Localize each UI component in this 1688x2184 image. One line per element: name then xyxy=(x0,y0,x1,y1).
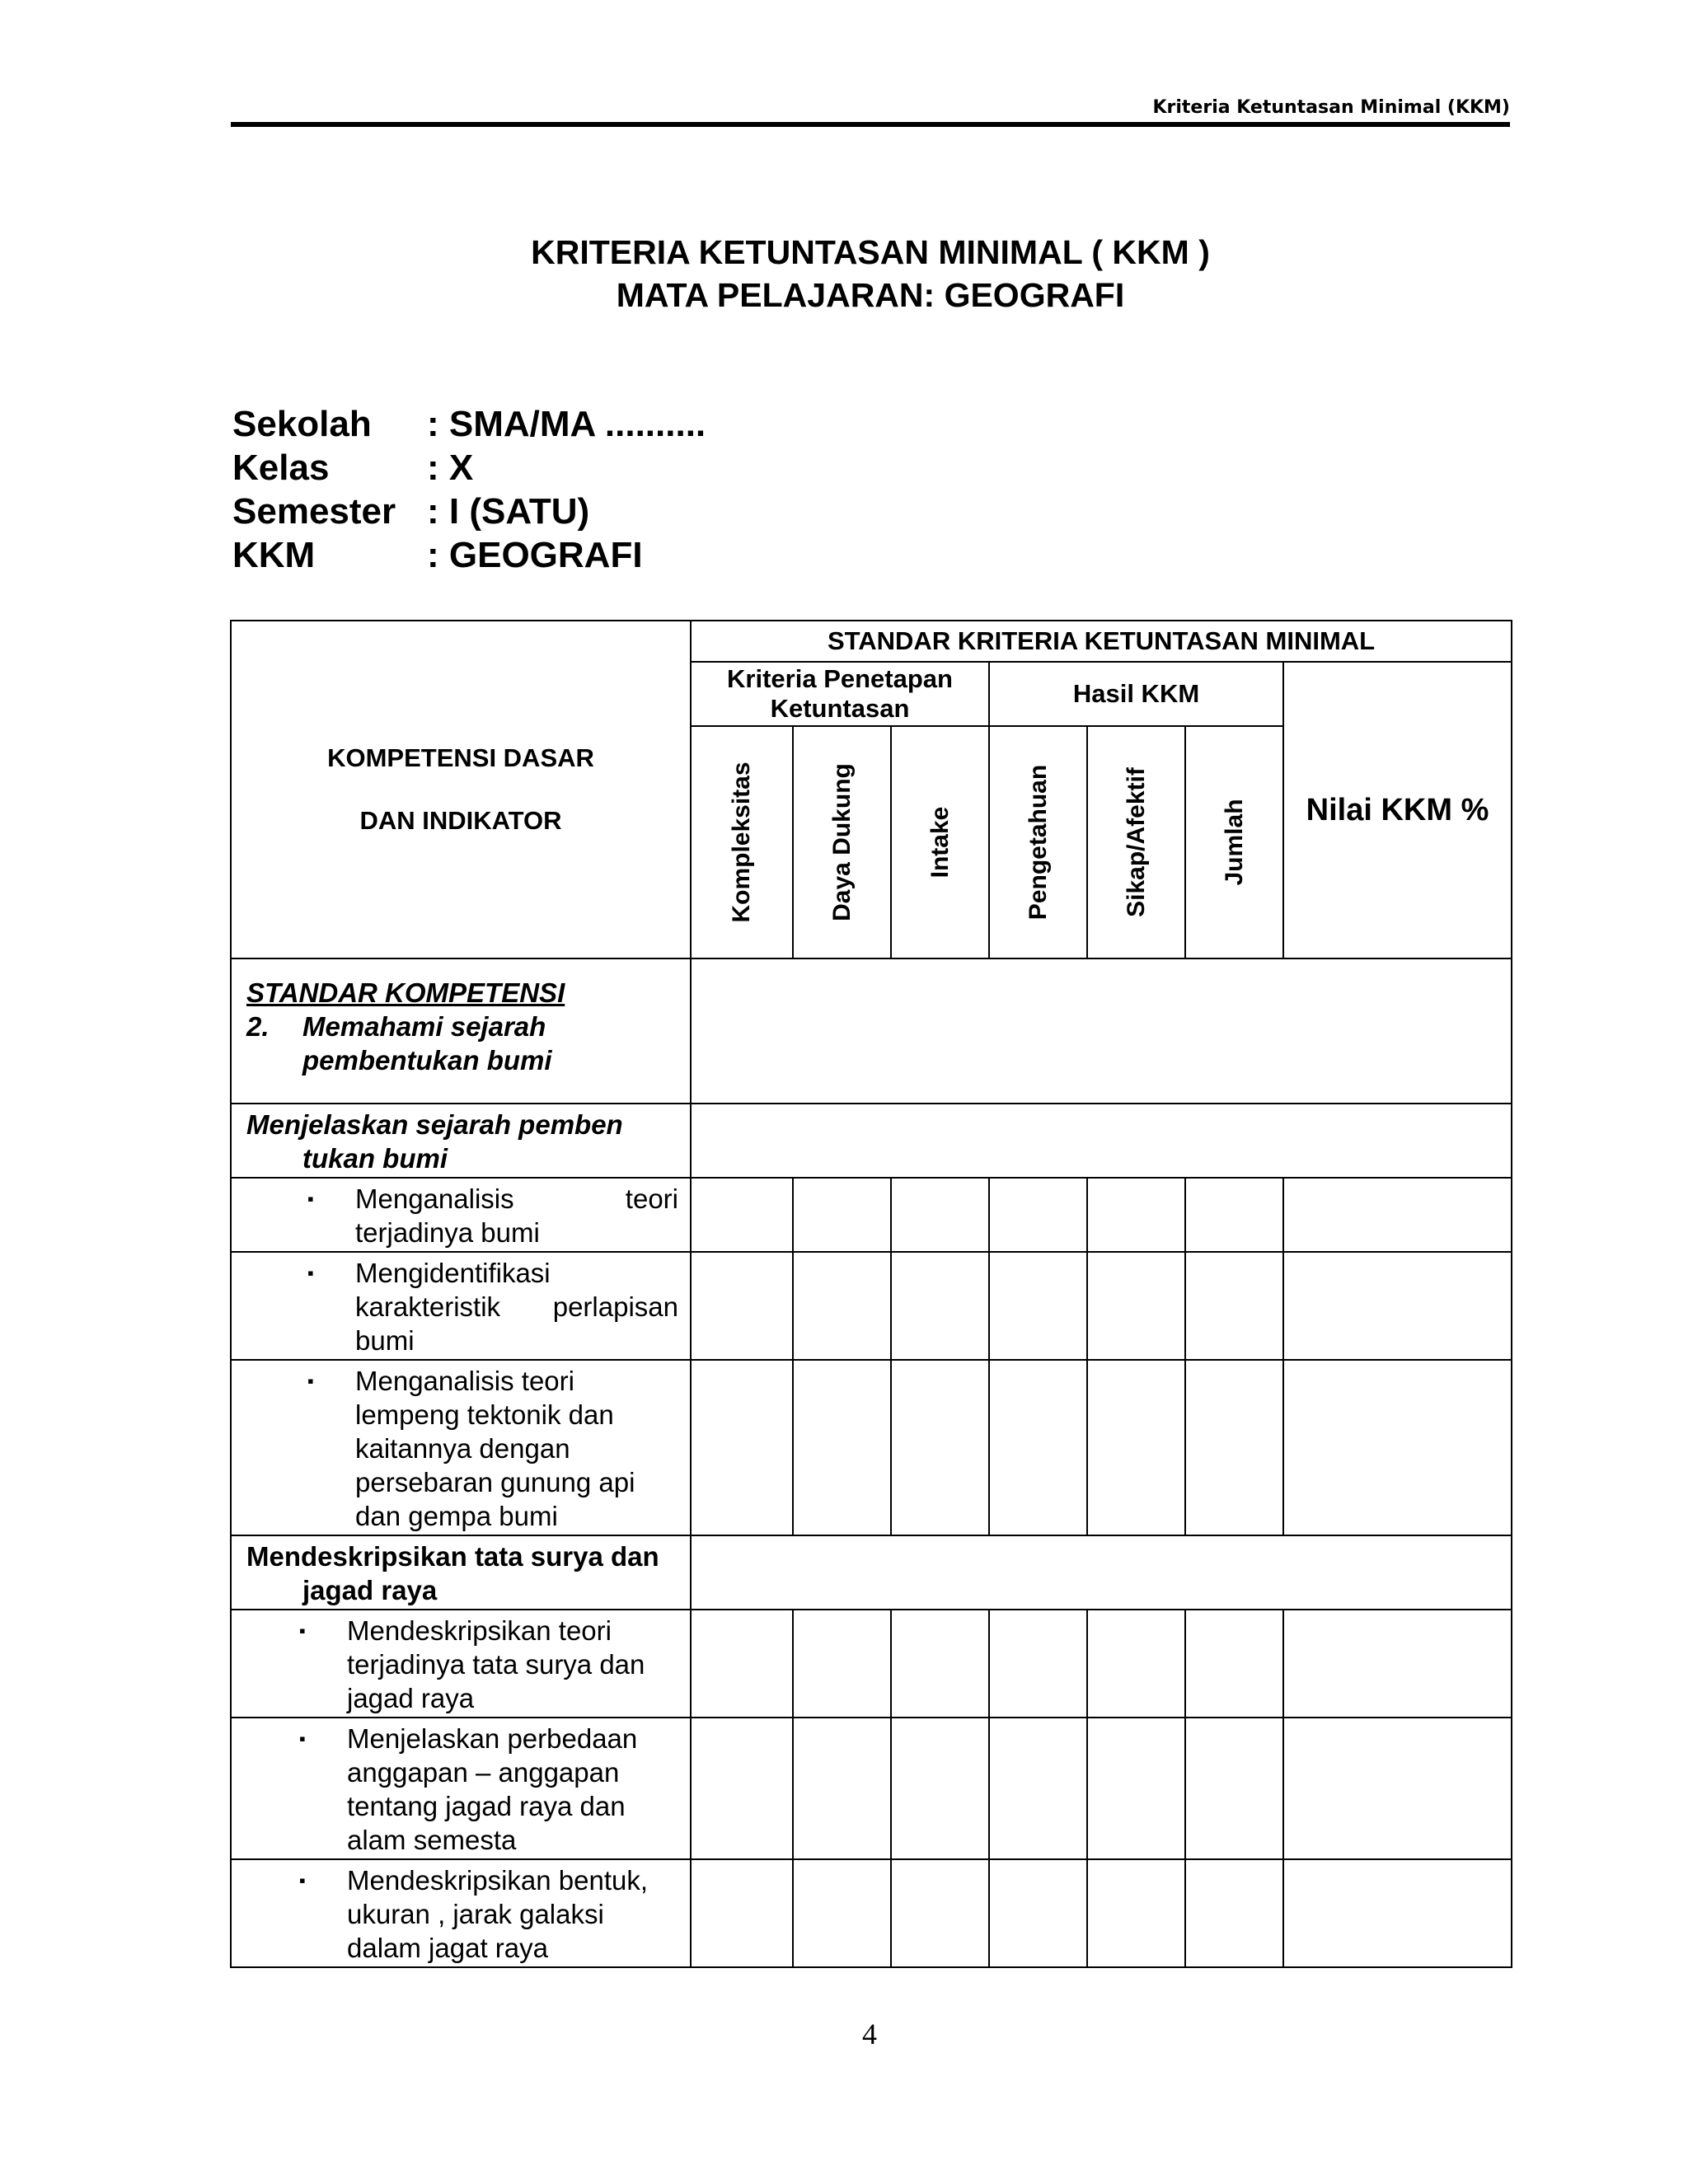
table-cell xyxy=(1087,1610,1185,1718)
table-cell xyxy=(691,1610,793,1718)
indicator-text: Mendeskripsikan teori terjadinya tata surya dan jagad raya xyxy=(347,1615,645,1713)
info-row-semester xyxy=(232,490,706,533)
indicator-cell xyxy=(231,1859,691,1967)
info-label: Semester xyxy=(232,491,396,532)
table-cell xyxy=(989,1178,1087,1252)
sk-text xyxy=(302,1010,552,1077)
table-cell xyxy=(691,1859,793,1967)
standard-header: STANDAR KRITERIA KETUNTASAN MINIMAL xyxy=(691,621,1512,662)
school-info xyxy=(232,402,706,577)
table-cell xyxy=(891,1718,989,1859)
info-value: : I (SATU) xyxy=(427,491,590,532)
kd-header-cell xyxy=(231,621,691,958)
empty-cell xyxy=(691,1104,1512,1178)
table-cell xyxy=(1087,1360,1185,1535)
table-cell xyxy=(691,1178,793,1252)
table-cell xyxy=(989,1252,1087,1360)
indicator-text: Mengidentifikasi karakteristik perlapisan bumi xyxy=(355,1258,678,1356)
table-cell xyxy=(891,1252,989,1360)
table-cell xyxy=(1185,1859,1283,1967)
table-cell xyxy=(1087,1178,1185,1252)
document-title: KRITERIA KETUNTASAN MINIMAL ( KKM ) xyxy=(531,233,1210,271)
indicator-cell xyxy=(231,1252,691,1360)
table-cell xyxy=(1087,1859,1185,1967)
indicator-cell xyxy=(231,1610,691,1718)
table-cell xyxy=(891,1360,989,1535)
table-cell xyxy=(989,1859,1087,1967)
indicator-cell xyxy=(231,1178,691,1252)
sk-number: 2. xyxy=(246,1011,270,1042)
bullet-icon: ▪ xyxy=(299,1728,306,1749)
info-row-kkm xyxy=(232,533,706,577)
table-cell xyxy=(793,1360,891,1535)
info-value: : GEOGRAFI xyxy=(427,535,643,575)
sk-item xyxy=(246,1010,677,1077)
indicator-text: Menganalisis teori terjadinya bumi xyxy=(355,1183,678,1248)
table-cell xyxy=(691,1360,793,1535)
kkm-table xyxy=(230,620,1512,1968)
indicator-cell xyxy=(231,1718,691,1859)
table-cell xyxy=(1087,1252,1185,1360)
info-label: KKM xyxy=(232,535,316,575)
info-label: Sekolah xyxy=(232,404,372,444)
table-cell xyxy=(691,1718,793,1859)
table-cell xyxy=(989,1610,1087,1718)
info-row-kelas xyxy=(232,446,706,490)
bullet-icon: ▪ xyxy=(307,1263,314,1283)
table-cell xyxy=(891,1859,989,1967)
kd-group-line: tukan bumi xyxy=(302,1143,448,1174)
info-value: : SMA/MA .......... xyxy=(427,404,706,444)
indicator-cell xyxy=(231,1360,691,1535)
table-cell xyxy=(1283,1252,1512,1360)
bullet-icon: ▪ xyxy=(299,1620,306,1641)
indicator-text: Menganalisis teori lempeng tektonik dan kaitannya dengan persebaran gunung api dan gempa bumi xyxy=(355,1366,635,1531)
running-header: Kriteria Ketuntasan Minimal (KKM) xyxy=(1152,97,1510,118)
table-cell xyxy=(793,1252,891,1360)
table-cell xyxy=(793,1859,891,1967)
table-cell xyxy=(1185,1252,1283,1360)
kd-group-line: jagad raya xyxy=(302,1575,438,1605)
criteria-header: Kriteria Penetapan Ketuntasan xyxy=(691,662,989,726)
col-header-daya-dukung xyxy=(793,726,891,958)
table-cell xyxy=(1185,1610,1283,1718)
col-label: Jumlah xyxy=(1220,799,1248,886)
bullet-icon: ▪ xyxy=(299,1870,306,1891)
col-label: Kompleksitas xyxy=(728,762,755,923)
col-label: Sikap/Afektif xyxy=(1122,767,1150,917)
indicator-text: Menjelaskan perbedaan anggapan – anggapan tentang jagad raya dan alam semesta xyxy=(347,1723,638,1855)
sk-line: pembentukan bumi xyxy=(302,1045,552,1076)
sk-title: STANDAR KOMPETENSI xyxy=(246,977,565,1008)
col-label: Pengetahuan xyxy=(1024,764,1052,921)
kd-group-row xyxy=(231,1104,691,1178)
kd-group-row xyxy=(231,1535,691,1610)
table-cell xyxy=(1283,1610,1512,1718)
table-cell xyxy=(793,1718,891,1859)
kd-group-line: Menjelaskan sejarah pemben xyxy=(246,1109,623,1140)
table-cell xyxy=(1185,1718,1283,1859)
hasil-header: Hasil KKM xyxy=(989,662,1283,726)
indicator-text: Mendeskripsikan bentuk, ukuran , jarak galaksi dalam jagat raya xyxy=(347,1865,649,1963)
empty-cell xyxy=(691,958,1512,1104)
table-cell xyxy=(793,1178,891,1252)
sk-line: Memahami sejarah xyxy=(302,1011,546,1042)
table-cell xyxy=(1087,1718,1185,1859)
table-cell xyxy=(691,1252,793,1360)
bullet-icon: ▪ xyxy=(307,1371,314,1391)
table-cell xyxy=(891,1610,989,1718)
info-value: : X xyxy=(427,448,474,488)
kd-header-line1: KOMPETENSI DASAR xyxy=(327,743,594,772)
table-cell xyxy=(1185,1360,1283,1535)
header-rule xyxy=(231,122,1510,127)
col-header-pengetahuan xyxy=(989,726,1087,958)
kd-group-line: Mendeskripsikan tata surya dan xyxy=(246,1541,659,1572)
table-cell xyxy=(1185,1178,1283,1252)
table-cell xyxy=(989,1360,1087,1535)
table-cell xyxy=(1283,1859,1512,1967)
col-label: Intake xyxy=(926,806,954,879)
table-cell xyxy=(891,1178,989,1252)
table-cell xyxy=(989,1718,1087,1859)
table-cell xyxy=(1283,1360,1512,1535)
page-number: 4 xyxy=(862,2018,877,2050)
table-cell xyxy=(793,1610,891,1718)
kd-header-line2: DAN INDIKATOR xyxy=(359,806,562,835)
table-cell xyxy=(1283,1718,1512,1859)
document-subtitle: MATA PELAJARAN: GEOGRAFI xyxy=(616,276,1125,314)
standar-kompetensi-cell xyxy=(231,958,691,1104)
nilai-header: Nilai KKM % xyxy=(1283,662,1512,958)
col-header-jumlah xyxy=(1185,726,1283,958)
col-header-sikap-afektif xyxy=(1087,726,1185,958)
empty-cell xyxy=(691,1535,1512,1610)
bullet-icon: ▪ xyxy=(307,1188,314,1209)
info-label: Kelas xyxy=(232,448,330,488)
col-header-kompleksitas xyxy=(691,726,793,958)
info-row-sekolah xyxy=(232,402,706,446)
col-header-intake xyxy=(891,726,989,958)
table-cell xyxy=(1283,1178,1512,1252)
col-label: Daya Dukung xyxy=(828,763,856,921)
